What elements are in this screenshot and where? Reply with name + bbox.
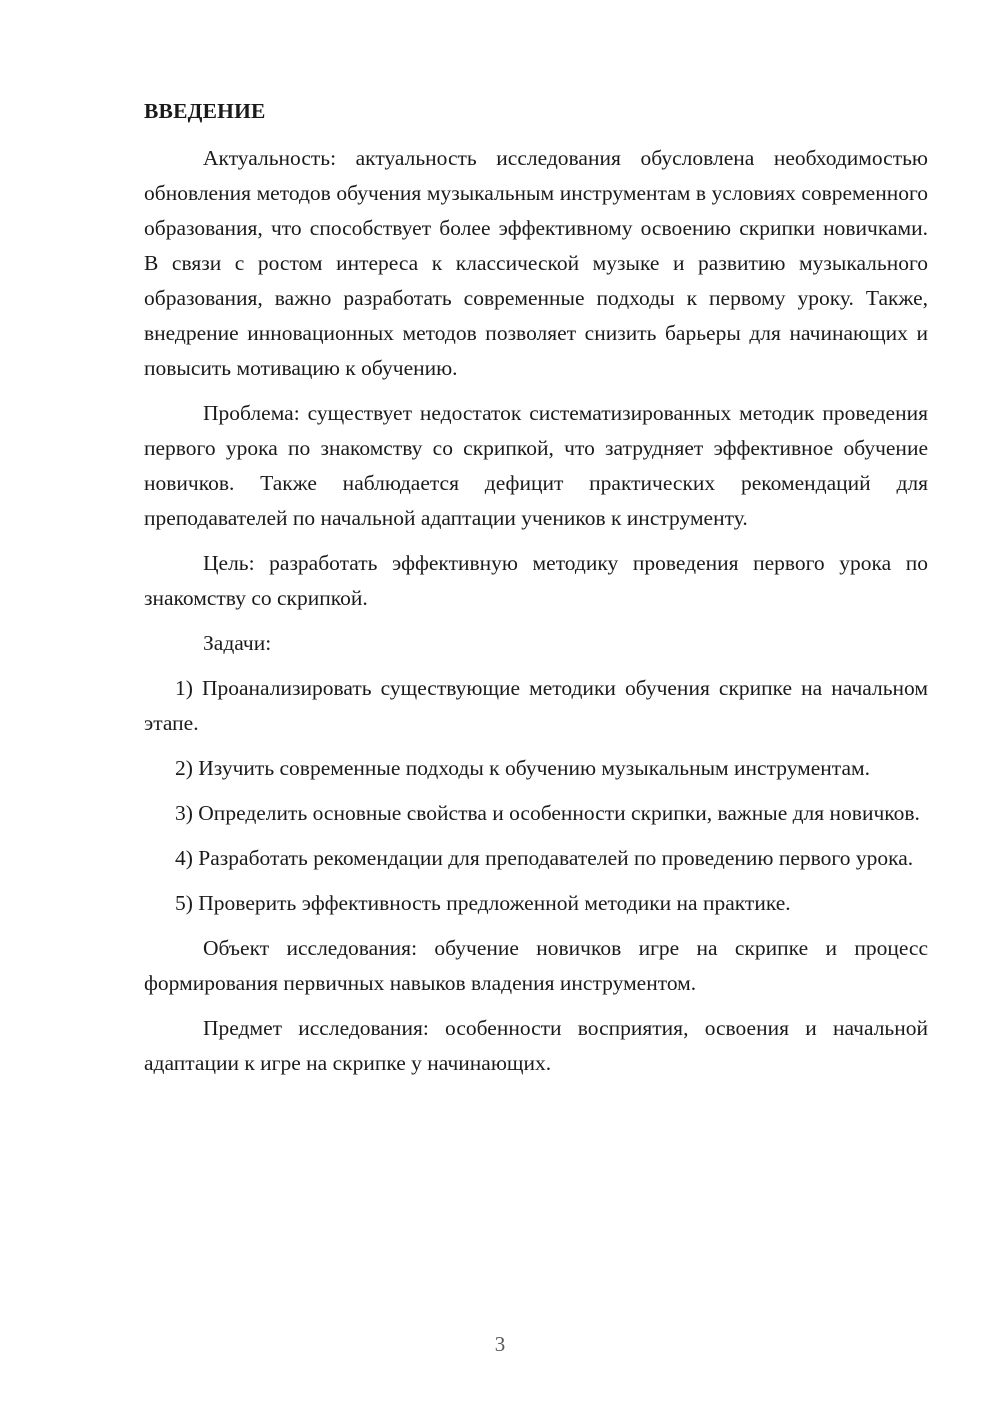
goal-paragraph: Цель: разработать эффективную методику проведения первого урока по знакомству со скрипкой.: [144, 551, 928, 610]
task-item-4: 4) Разработать рекомендации для преподавателей по проведению первого урока.: [175, 846, 914, 870]
task-item-3: 3) Определить основные свойства и особенности скрипки, важные для новичков.: [175, 801, 920, 825]
subject-paragraph: Предмет исследования: особенности восприятия, освоения и начальной адаптации к игре на скрипке у начинающих.: [144, 1016, 928, 1075]
document-page: [144, 94, 928, 1091]
relevance-paragraph: Актуальность: актуальность исследования обусловлена необходимостью обновления методов обучения музыкальным инструментам в условиях современного образования, что способствует более эффективному освоению скрипки новичками. В связи с ростом интереса к классической музыке и развитию музыкального образования, важно разработать современные подходы к первому уроку. Также, внедрение инновационных методов позволяет снизить барьеры для начинающих и повысить мотивацию к обучению.: [144, 146, 928, 380]
object-paragraph: Объект исследования: обучение новичков игре на скрипке и процесс формирования первичных навыков владения инструментом.: [144, 936, 928, 995]
section-heading: ВВЕДЕНИЕ: [144, 99, 266, 123]
task-item-2: 2) Изучить современные подходы к обучению музыкальным инструментам.: [175, 756, 870, 780]
problem-paragraph: Проблема: существует недостаток систематизированных методик проведения первого урока по знакомству со скрипкой, что затрудняет эффективное обучение новичков. Также наблюдается дефицит практических рекомендаций для преподавателей по начальной адаптации учеников к инструменту.: [144, 401, 928, 530]
page-number: 3: [494, 1332, 506, 1356]
task-item-1: 1) Проанализировать существующие методики обучения скрипке на начальном этапе.: [144, 676, 928, 735]
tasks-label: Задачи:: [203, 631, 272, 655]
task-item-5: 5) Проверить эффективность предложенной методики на практике.: [175, 891, 791, 915]
